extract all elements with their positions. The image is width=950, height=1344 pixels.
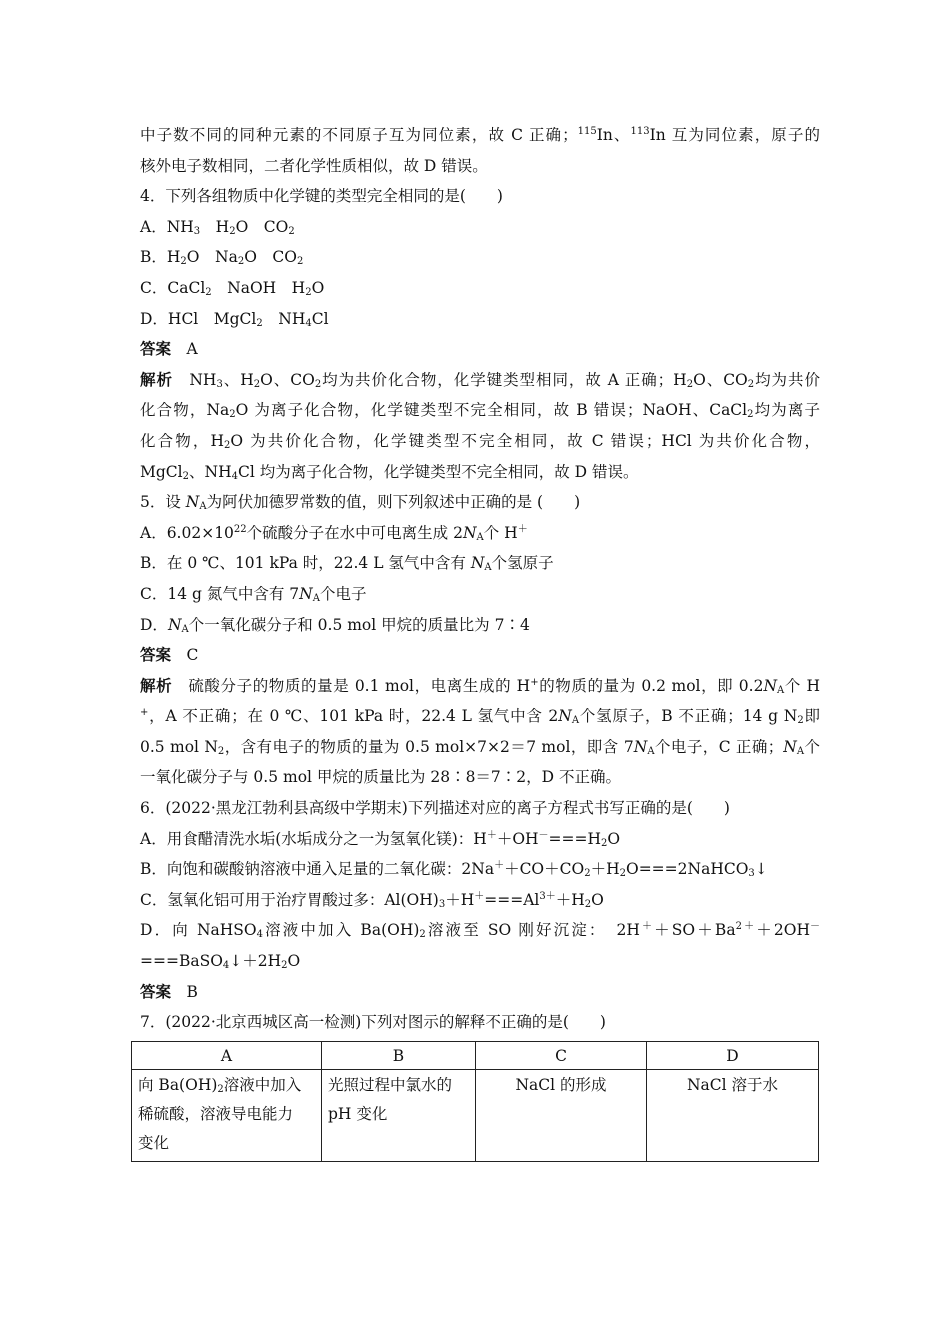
q4-explanation-line-2: 化合物，$Na_2O$ 为离子化合物，化学键类型不完全相同，故 B 错误；NaOH、CaCl$_2$均为离子 xyxy=(140,401,820,421)
answer-label: 答案 xyxy=(140,646,172,665)
q5-option-c: C．14 g 氮气中含有 $7N_A$个电子 xyxy=(140,584,367,604)
q4-explanation-line-1: 解析 $NH_3$、$H_2O$、$CO_2$均为共价化合物，化学键类型相同，故 A 正确；$H_2O$、$CO_2$均为共价 xyxy=(140,370,820,390)
q6-option-a: A．用食醋清洗水垢(水垢成分之一为氢氧化镁)：$H^++OH^-===H_2O$ xyxy=(140,829,621,849)
prev-explanation-line-1: 中子数不同的同种元素的不同原子互为同位素，故 C 正确；$^{115}$In、$^{113}$In 互为同位素，原子的 xyxy=(140,126,820,144)
q6-option-d-line-1: D．向 NaHSO$_4$溶液中加入 $Ba(OH)_2$溶液至 SO 刚好沉淀： $2H^++SO+Ba^{2+}+2OH^-$ xyxy=(140,921,820,941)
q6-option-c: C．氢氧化铝可用于治疗胃酸过多：$Al(OH)_3+H^+===Al^{3+}+H_2O$ xyxy=(140,890,604,910)
cell-a: 向 $Ba(OH)_2$溶液中加入 稀硫酸，溶液导电能力 变化 xyxy=(132,1070,322,1162)
answer-label: 答案 xyxy=(140,982,172,1001)
q4-explanation-line-4: MgCl$_2$、$NH_4Cl$ 均为离子化合物，化学键类型不完全相同，故 D 错误。 xyxy=(140,462,639,482)
q5-explanation-line-4: 一氧化碳分子与 0.5 mol 甲烷的质量比为 28∶8＝7∶2，D 不正确。 xyxy=(140,768,622,787)
column-header-a: A xyxy=(132,1042,322,1070)
document-page xyxy=(140,120,820,1038)
q6-answer: 答案 B xyxy=(140,982,198,1001)
q4-option-a: A．$NH_3$ $H_2O$ $CO_2$ xyxy=(140,217,295,237)
column-header-c: C xyxy=(476,1042,647,1070)
q5-explanation-line-1: 解析 硫酸分子的物质的量是 0.1 mol，电离生成的 H+的物质的量为 0.2 mol，即 $0.2N_A$个 H xyxy=(140,676,820,696)
cell-b: 光照过程中氯水的 pH 变化 xyxy=(322,1070,476,1162)
q5-explanation-line-3: 0.5 mol $N_2$，含有电子的物质的量为 0.5 mol×7×2＝7 mol，即含 $7N_A$个电子，C 正确；$N_A$个 xyxy=(140,737,820,757)
column-header-b: B xyxy=(322,1042,476,1070)
q5-stem: 5．设 $N_A$为阿伏加德罗常数的值，则下列叙述中正确的是 ( ) xyxy=(140,493,581,513)
q4-stem: 4．下列各组物质中化学键的类型完全相同的是( ) xyxy=(140,187,503,206)
prev-explanation-line-2: 核外电子数相同，二者化学性质相似，故 D 错误。 xyxy=(140,156,488,175)
q5-option-b: B．在 0 ℃、101 kPa 时，22.4 L 氢气中含有 $N_A$个氢原子 xyxy=(140,554,554,574)
q5-answer: 答案 C xyxy=(140,646,199,665)
q4-answer: 答案 A xyxy=(140,340,198,359)
cell-d: NaCl 溶于水 xyxy=(647,1070,819,1162)
analysis-label: 解析 xyxy=(140,370,173,389)
q4-option-c: C．CaCl$_2$ NaOH $H_2O$ xyxy=(140,278,325,298)
q4-explanation-line-3: 化合物，$H_2O$ 为共价化合物，化学键类型不完全相同，故 C 错误；HCl 为共价化合物， xyxy=(140,431,820,451)
cell-c: NaCl 的形成 xyxy=(476,1070,647,1162)
q7-figure-table xyxy=(131,1041,819,1162)
q4-option-d: D．HCl MgCl$_2$ $NH_4Cl$ xyxy=(140,309,329,329)
q7-stem: 7．(2022·北京西城区高一检测)下列对图示的解释不正确的是( ) xyxy=(140,1013,606,1032)
analysis-label: 解析 xyxy=(140,676,173,695)
q5-option-d: D．$N_A$个一氧化碳分子和 0.5 mol 甲烷的质量比为 7∶4 xyxy=(140,615,530,635)
q5-explanation-line-2: +，A 不正确；在 0 ℃、101 kPa 时，22.4 L 氢气中含 $2N_A$个氢原子，B 不正确；14 g $N_2$即 xyxy=(140,707,820,727)
q4-option-b: B．$H_2O$ $Na_2O$ $CO_2$ xyxy=(140,248,304,268)
q6-option-d-line-2: $===BaSO_4↓+2H_2O$ xyxy=(140,952,301,972)
column-header-d: D xyxy=(647,1042,819,1070)
q5-option-a: A．$6.02\times 10^{22}$个硫酸分子在水中可电离生成 $2N_A$个 H＋ xyxy=(140,523,528,543)
q6-stem: 6．(2022·黑龙江勃利县高级中学期末)下列描述对应的离子方程式书写正确的是( ) xyxy=(140,799,730,818)
answer-label: 答案 xyxy=(140,340,172,359)
q6-option-b: B．向饱和碳酸钠溶液中通入足量的二氧化碳：$2Na^++CO+CO_2+H_2O===2NaHCO_3↓$ xyxy=(140,860,768,880)
